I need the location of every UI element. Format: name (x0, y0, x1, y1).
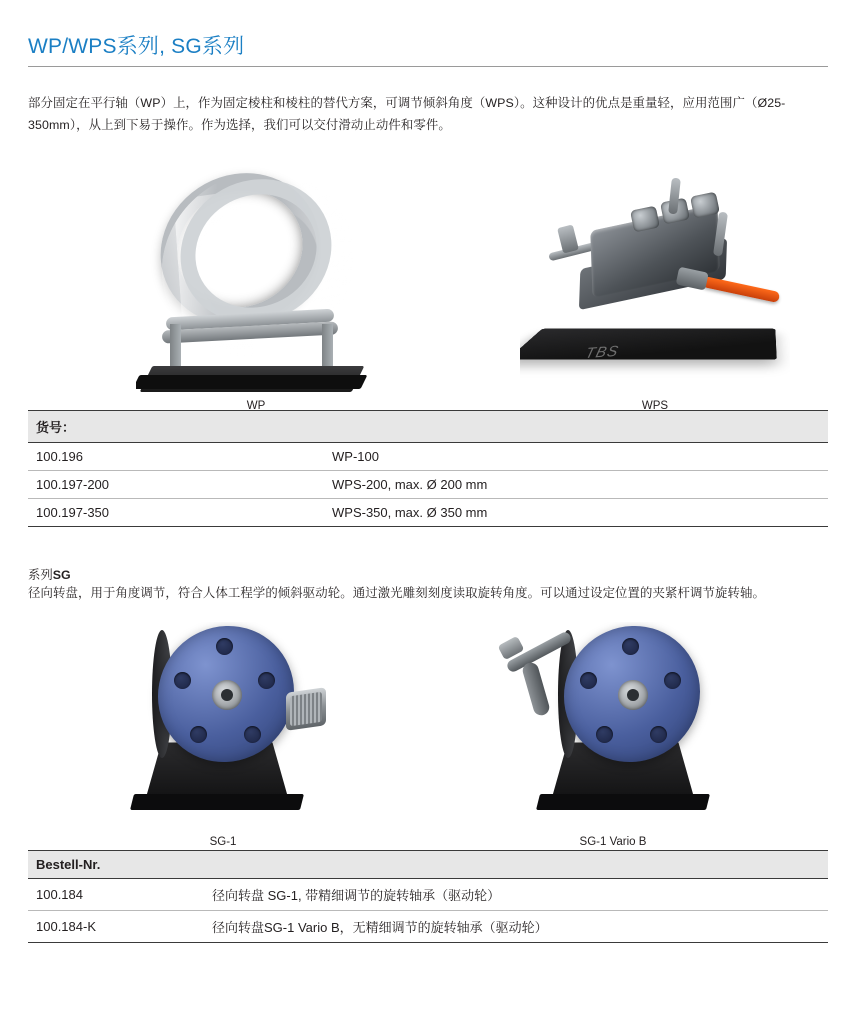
figure-wp (136, 166, 376, 412)
figure-sg1 (108, 622, 338, 848)
article-description: 径向转盘SG-1 Vario B，无精细调节的旋转轴承（驱动轮） (204, 911, 828, 943)
table-row (28, 499, 828, 527)
article-description: WPS-200, max. Ø 200 mm (324, 471, 828, 499)
article-description: WP-100 (324, 443, 828, 471)
table-row (28, 879, 828, 911)
article-number: 100.196 (28, 443, 324, 471)
table-header-description (324, 411, 828, 443)
wps-orange-handle (702, 276, 781, 303)
sg1-base-foot (130, 794, 304, 810)
wps-plate-logo: TBS (583, 343, 621, 363)
article-number: 100.197-350 (28, 499, 324, 527)
intro-paragraph: 部分固定在平行轴（WP）上，作为固定棱柱和棱柱的替代方案，可调节倾斜角度（WPS）。这种设计的优点是重量轻，应用范围广（Ø25-350mm），从上到下易于操作。作为选择，我们可以交付滑动止动件和零件。 (28, 96, 786, 132)
table-header-article: Bestell-Nr. (28, 851, 204, 879)
page-title: WP/WPS系列, SG系列 (28, 35, 245, 58)
figure-caption-wp: WP (246, 400, 266, 413)
sg1-illustration (108, 622, 338, 832)
article-number: 100.184 (28, 879, 204, 911)
wps-base-plate (520, 329, 777, 363)
figure-caption-sg1: SG-1 (209, 836, 237, 849)
wp-base-plate-edge (136, 375, 367, 389)
sg1-vario-illustration (498, 622, 728, 832)
sg-section-heading (28, 565, 828, 583)
sg1v-clamp-lever-arm (521, 661, 551, 717)
article-description: 径向转盘 SG-1, 带精细调节的旋转轴承（驱动轮） (204, 879, 828, 911)
figure-row-top (28, 160, 828, 413)
article-description: WPS-350, max. Ø 350 mm (324, 499, 828, 527)
sg-heading-bold: SG (52, 568, 71, 583)
figure-caption-sg1-vario: SG-1 Vario B (579, 836, 647, 849)
article-number: 100.184-K (28, 911, 204, 943)
sg-section-paragraph: 径向转盘，用于角度调节，符合人体工程学的倾斜驱动轮。通过激光雕刻刻度读取旋转角度。可以通过设定位置的夹紧杆调节旋转轴。 (28, 586, 765, 601)
sg1v-base-foot (536, 794, 710, 810)
article-table-sg (28, 850, 828, 943)
table-row (28, 471, 828, 499)
article-number: 100.197-200 (28, 471, 324, 499)
table-row (28, 443, 828, 471)
wp-illustration (136, 166, 376, 396)
figure-wps (520, 166, 790, 412)
table-header-article: 货号： (28, 411, 324, 443)
title-divider (28, 66, 828, 67)
figure-caption-wps: WPS (641, 400, 669, 413)
table-header-description (204, 851, 828, 879)
article-table-top (28, 410, 828, 527)
sg-heading-prefix: 系列 (28, 568, 53, 583)
table-row (28, 911, 828, 943)
figure-sg1-vario (498, 622, 728, 848)
sg1-adjust-knob (286, 688, 326, 732)
figure-row-sg (28, 622, 828, 850)
wps-illustration (520, 166, 790, 396)
table-header-row (28, 411, 828, 443)
table-header-row (28, 851, 828, 879)
